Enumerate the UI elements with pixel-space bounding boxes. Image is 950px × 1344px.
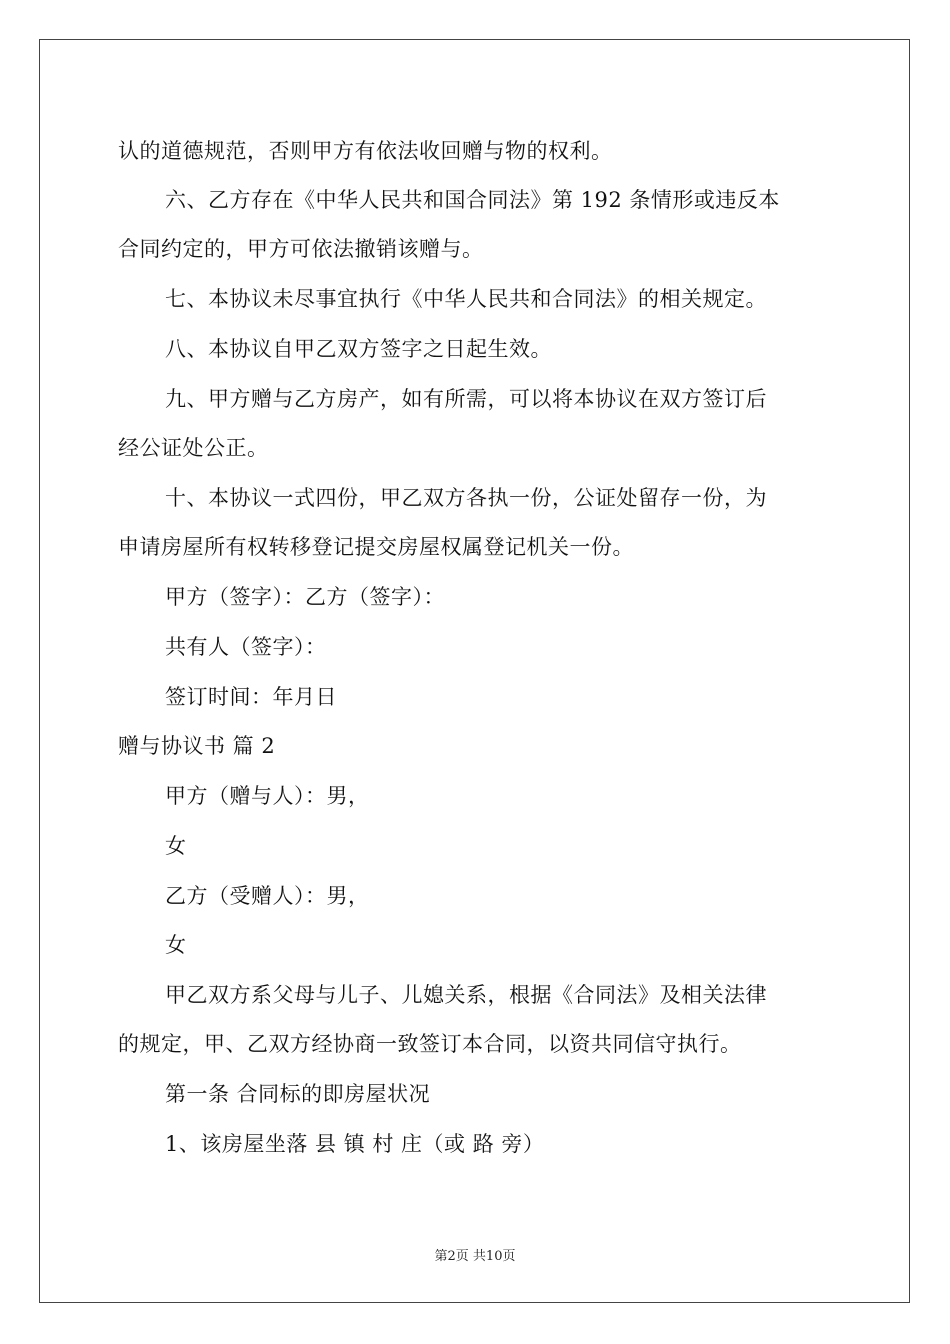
page-footer: 第2页 共10页 bbox=[434, 1249, 516, 1264]
text-line: 甲乙双方系父母与儿子、儿媳关系，根据《合同法》及相关法律 bbox=[165, 983, 767, 1007]
text-line: 九、甲方赠与乙方房产，如有所需，可以将本协议在双方签订后 bbox=[165, 387, 767, 411]
text-line: 签订时间：年月日 bbox=[165, 685, 337, 709]
text-line: 六、乙方存在《中华人民共和国合同法》第 192 条情形或违反本 bbox=[165, 188, 780, 212]
page-border bbox=[39, 39, 910, 1303]
text-line: 共有人（签字）： bbox=[165, 635, 327, 659]
text-line: 申请房屋所有权转移登记提交房屋权属登记机关一份。 bbox=[118, 535, 634, 559]
text-line: 第一条 合同标的即房屋状况 bbox=[165, 1082, 431, 1106]
text-line: 十、本协议一式四份，甲乙双方各执一份，公证处留存一份，为 bbox=[165, 486, 767, 510]
text-line: 乙方（受赠人）：男， bbox=[165, 884, 370, 908]
text-line: 甲方（签字）：乙方（签字）： bbox=[165, 585, 445, 609]
text-line: 八、本协议自甲乙双方签字之日起生效。 bbox=[165, 337, 552, 361]
text-line: 的规定，甲、乙双方经协商一致签订本合同，以资共同信守执行。 bbox=[118, 1032, 742, 1056]
text-line: 合同约定的，甲方可依法撤销该赠与。 bbox=[118, 237, 484, 261]
text-line: 经公证处公正。 bbox=[118, 436, 269, 460]
text-line: 女 bbox=[165, 834, 187, 858]
text-line: 女 bbox=[165, 933, 187, 957]
text-line: 1、该房屋坐落 县 镇 村 庄（或 路 旁） bbox=[165, 1132, 545, 1156]
text-line: 认的道德规范，否则甲方有依法收回赠与物的权利。 bbox=[118, 139, 613, 163]
text-line: 甲方（赠与人）：男， bbox=[165, 784, 370, 808]
text-line: 七、本协议未尽事宜执行《中华人民共和合同法》的相关规定。 bbox=[165, 287, 767, 311]
section-heading: 赠与协议书 篇 2 bbox=[118, 734, 276, 758]
